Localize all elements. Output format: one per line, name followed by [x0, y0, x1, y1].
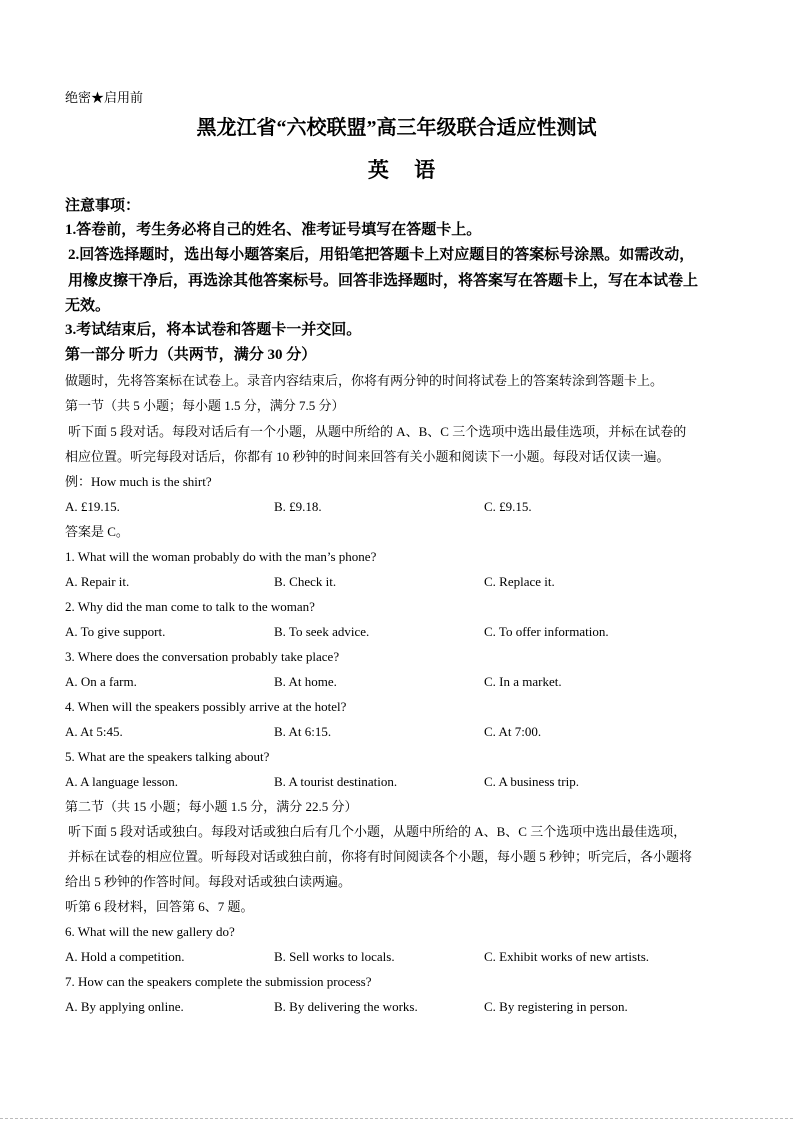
part1-heading: 第一部分 听力（共两节，满分 30 分）	[65, 347, 317, 363]
notice-item: 2.回答选择题时，选出每小题答案后，用铅笔把答题卡上对应题目的答案标号涂黑。如需改动，	[68, 247, 695, 263]
example-question: 例：How much is the shirt?	[65, 474, 212, 489]
option-b: B. At 6:15.	[274, 724, 332, 739]
notice-item: 1.答卷前，考生务必将自己的姓名、准考证号填写在答题卡上。	[65, 222, 482, 238]
section1-instruction: 相应位置。听完每段对话后，你都有 10 秒钟的时间来回答有关小题和阅读下一小题。每段对话仅读一遍。	[65, 449, 670, 464]
option-c: C. To offer information.	[484, 624, 609, 639]
part1-intro: 做题时，先将答案标在试卷上。录音内容结束后，你将有两分钟的时间将试卷上的答案转涂到答题卡上。	[65, 373, 664, 388]
notice-item: 无效。	[65, 298, 111, 314]
notice-item: 3.考试结束后，将本试卷和答题卡一并交回。	[65, 322, 362, 338]
notice-item: 用橡皮擦干净后，再选涂其他答案标号。回答非选择题时，将答案写在答题卡上，写在本试卷上	[68, 273, 699, 289]
material-note: 听第 6 段材料，回答第 6、7 题。	[65, 899, 254, 914]
option-a: A. Repair it.	[65, 574, 130, 589]
section1-instruction: 听下面 5 段对话。每段对话后有一个小题，从题中所给的 A、B、C 三个选项中选出最佳选项，并标在试卷的	[68, 424, 687, 439]
option-c: C. In a market.	[484, 674, 562, 689]
subject-title: 英 语	[367, 158, 446, 182]
option-b: B. A tourist destination.	[274, 774, 398, 789]
option-c: C. A business trip.	[484, 774, 579, 789]
option-b: B. Sell works to locals.	[274, 949, 395, 964]
option-c: C. Replace it.	[484, 574, 555, 589]
option-c: C. At 7:00.	[484, 724, 542, 739]
exam-title: 黑龙江省“六校联盟”高三年级联合适应性测试	[196, 117, 597, 139]
question: 6. What will the new gallery do?	[65, 924, 235, 939]
example-answer: 答案是 C。	[65, 524, 129, 539]
section2-instruction: 给出 5 秒钟的作答时间。每段对话或独白读两遍。	[65, 874, 352, 889]
example-option-b: B. £9.18.	[274, 499, 322, 514]
section2-instruction: 听下面 5 段对话或独白。每段对话或独白后有几个小题，从题中所给的 A、B、C 三个选项中选出最佳选项，	[68, 824, 687, 839]
secret-label: 绝密★启用前	[65, 90, 144, 105]
option-b: B. By delivering the works.	[274, 999, 418, 1014]
question: 4. When will the speakers possibly arrive at the hotel?	[65, 699, 347, 714]
option-a: A. To give support.	[65, 624, 166, 639]
option-a: A. At 5:45.	[65, 724, 123, 739]
section2-heading: 第二节（共 15 小题；每小题 1.5 分，满分 22.5 分）	[65, 799, 358, 814]
question: 3. Where does the conversation probably take place?	[65, 649, 340, 664]
example-option-c: C. £9.15.	[484, 499, 532, 514]
section2-instruction: 并标在试卷的相应位置。听每段对话或独白前，你将有时间阅读各个小题，每小题 5 秒钟；听完后，各小题将	[68, 849, 693, 864]
notice-heading: 注意事项：	[65, 198, 141, 214]
section1-heading: 第一节（共 5 小题；每小题 1.5 分，满分 7.5 分）	[65, 398, 345, 413]
option-c: C. By registering in person.	[484, 999, 628, 1014]
option-c: C. Exhibit works of new artists.	[484, 949, 650, 964]
question: 5. What are the speakers talking about?	[65, 749, 270, 764]
question: 2. Why did the man come to talk to the woman?	[65, 599, 315, 614]
option-b: B. Check it.	[274, 574, 337, 589]
option-a: A. By applying online.	[65, 999, 184, 1014]
option-b: B. To seek advice.	[274, 624, 370, 639]
question: 1. What will the woman probably do with the man’s phone?	[65, 549, 377, 564]
option-a: A. Hold a competition.	[65, 949, 185, 964]
option-b: B. At home.	[274, 674, 337, 689]
page-divider	[0, 1118, 793, 1119]
option-a: A. On a farm.	[65, 674, 137, 689]
option-a: A. A language lesson.	[65, 774, 179, 789]
example-option-a: A. £19.15.	[65, 499, 120, 514]
question: 7. How can the speakers complete the submission process?	[65, 974, 372, 989]
